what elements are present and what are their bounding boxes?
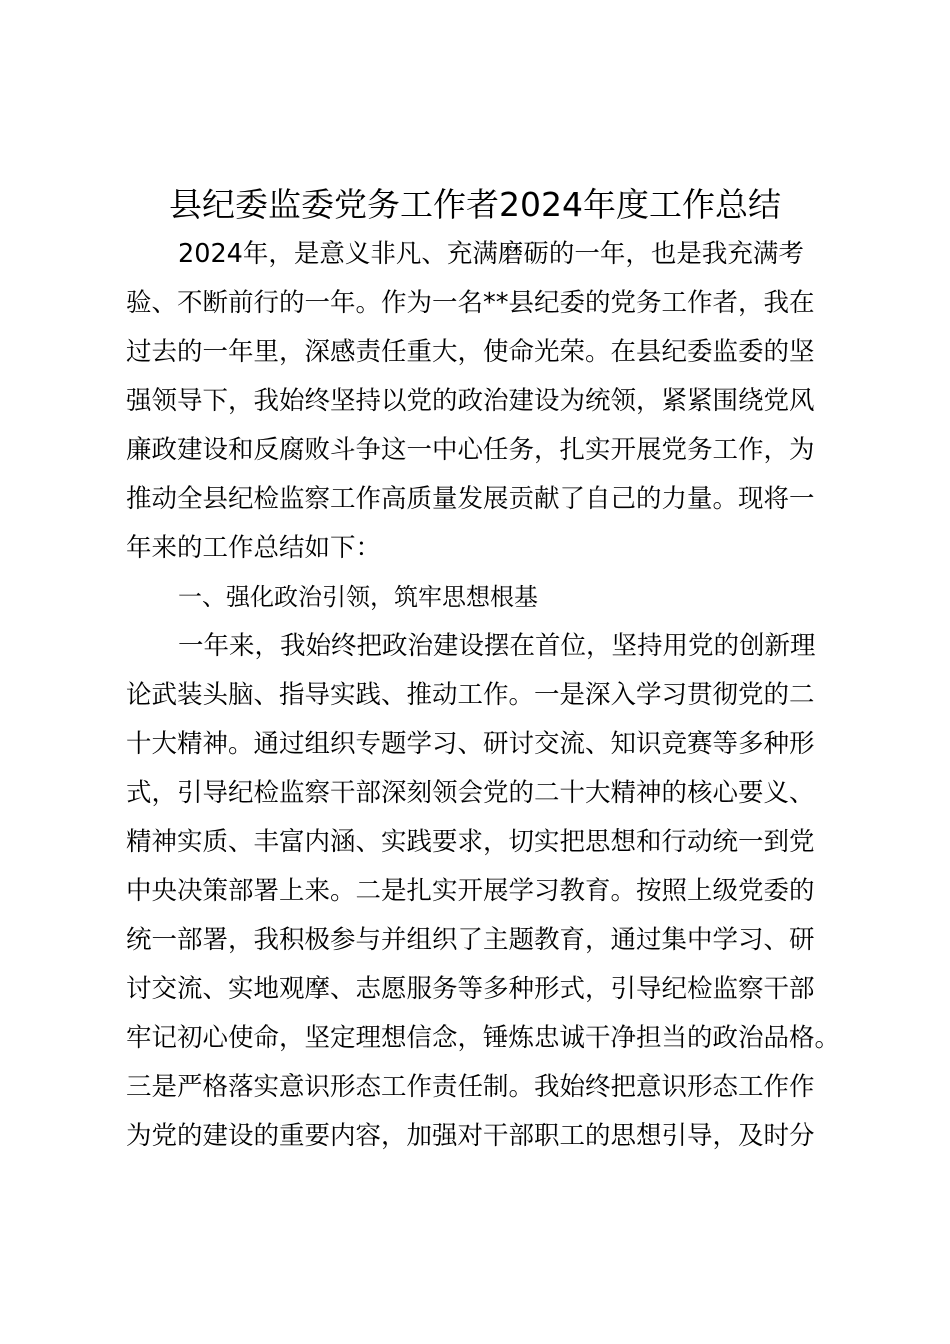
paragraph-line: 年来的工作总结如下： [126,533,382,563]
paragraph-line: 强领导下，我始终坚持以党的政治建设为统领，紧紧围绕党风 [126,386,815,416]
paragraph-line: 为党的建设的重要内容，加强对干部职工的思想引导，及时分 [126,1121,815,1151]
paragraph-line: 论武装头脑、指导实践、推动工作。一是深入学习贯彻党的二 [126,680,815,710]
paragraph-line: 一年来，我始终把政治建设摆在首位，坚持用党的创新理 [178,631,816,661]
paragraph-line: 式，引导纪检监察干部深刻领会党的二十大精神的核心要义、 [126,778,815,808]
paragraph-line: 讨交流、实地观摩、志愿服务等多种形式，引导纪检监察干部 [126,974,815,1004]
section-heading: 一、强化政治引领，筑牢思想根基 [178,583,538,611]
paragraph-line: 过去的一年里，深感责任重大，使命光荣。在县纪委监委的坚 [126,337,815,367]
paragraph-line: 三是严格落实意识形态工作责任制。我始终把意识形态工作作 [126,1072,815,1102]
paragraph-line: 2024年，是意义非凡、充满磨砺的一年，也是我充满考 [178,239,804,269]
paragraph-line: 牢记初心使命，坚定理想信念，锤炼忠诚干净担当的政治品格。 [126,1023,841,1053]
paragraph-line: 十大精神。通过组织专题学习、研讨交流、知识竞赛等多种形 [126,729,815,759]
paragraph-line: 廉政建设和反腐败斗争这一中心任务，扎实开展党务工作，为 [126,435,815,465]
document-body [126,230,841,1161]
paragraph-line: 精神实质、丰富内涵、实践要求，切实把思想和行动统一到党 [126,827,815,857]
document-title: 县纪委监委党务工作者2024年度工作总结 [169,185,781,224]
paragraph-line: 验、不断前行的一年。作为一名**县纪委的党务工作者，我在 [126,288,815,318]
paragraph-line: 统一部署，我积极参与并组织了主题教育，通过集中学习、研 [126,925,815,955]
paragraph-line: 中央决策部署上来。二是扎实开展学习教育。按照上级党委的 [126,876,815,906]
paragraph-line: 推动全县纪检监察工作高质量发展贡献了自己的力量。现将一 [126,484,815,514]
